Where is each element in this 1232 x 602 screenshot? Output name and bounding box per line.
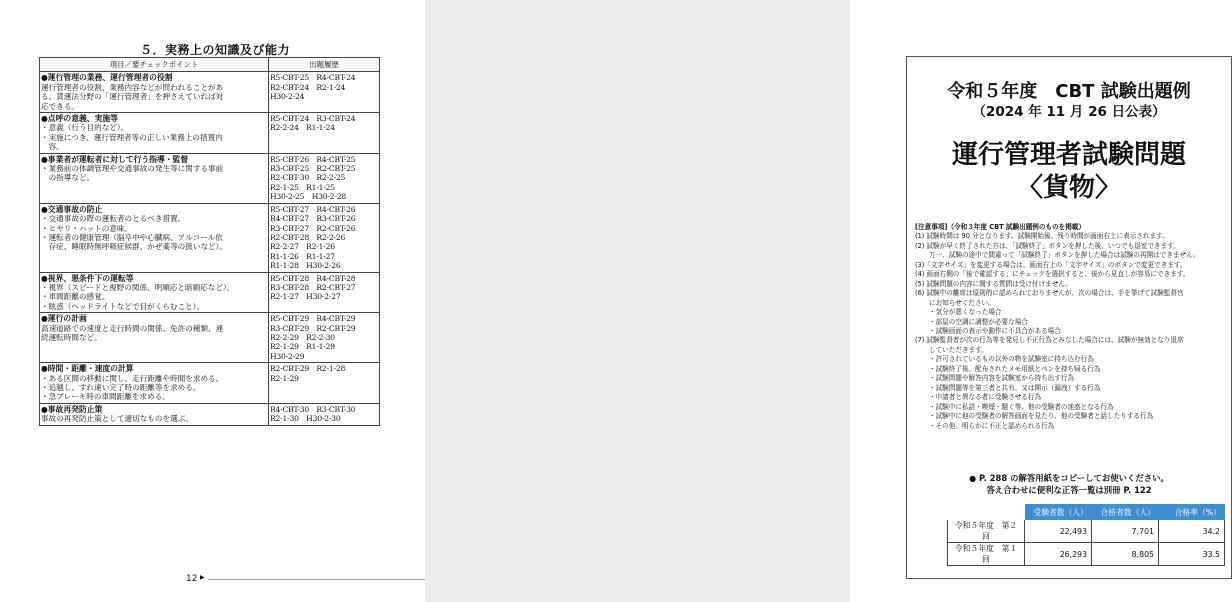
exam-history-line: R3-CBT-25 R2-CBT-25 [270, 164, 356, 174]
exam-history-line: R2-CBT-24 R2-1-24 [270, 82, 346, 92]
item-cell [40, 113, 269, 154]
right-page [425, 0, 1221, 602]
stats-passers: 8,805 [1092, 543, 1159, 566]
section-title: ５．実務上の知識及び能力 [140, 43, 291, 57]
exam-history-line: R2-CBT-28 R2-2-26 [270, 232, 346, 242]
note-bullet-item: ・試験問題や解答内容を試験室から持ち出す行為 [929, 374, 1075, 383]
category-title: ●時間・距離・速度の計算 [41, 364, 134, 374]
note-item: (1) 試験時間は 90 分となります。試験開始後、残り時間が画面右上に表示されます。 [915, 232, 1169, 241]
cover-box [906, 56, 1232, 579]
item-cell [40, 313, 269, 363]
note-item: 万一、試験の途中で間違って「試験終了」ボタンを押した場合は試験の再開はできません。 [929, 251, 1200, 260]
history-cell [269, 203, 380, 272]
stats-header-rate: 合格率（%） [1159, 505, 1225, 520]
item-cell [40, 72, 269, 113]
checkpoint-line: ・眩惑（ヘッドライトなどで目がくらむこと）。 [41, 301, 205, 311]
exam-history-line: R1-1-26 R1-1-27 [270, 251, 335, 261]
note-bullet-item: ・許可されているもの以外の物を試験室に持ち込む行為 [929, 355, 1094, 364]
table-row [40, 363, 380, 404]
category-title: ●視界、悪条件下の運転等 [41, 273, 134, 283]
note-item: (4) 画面右側の「後で確認する」にチェックを選択すると、後から見直しが容易にできます。 [915, 270, 1190, 279]
exam-history-line: R2-1-25 R1-1-25 [270, 182, 335, 192]
category-title: ●運行管理の業務、運行管理者の役割 [41, 73, 173, 83]
stats-examinees: 22,493 [1025, 520, 1092, 543]
note-bullet-item: ・部屋の空調に調整が必要な場合 [929, 317, 1028, 326]
exam-history-line: R5-CBT-28 R4-CBT-28 [270, 273, 356, 283]
page-arrow-icon: ▶ [200, 574, 205, 581]
checkpoint-line: 高速道路での速度と走行時間の関係、免許の種類、連 [41, 323, 224, 333]
exam-history-line: R2-2-24 R1-1-24 [270, 123, 335, 133]
item-cell [40, 272, 269, 313]
note-item: (3)「文字サイズ」を変更する場合は、画面右上の「文字サイズ」のボタンで変更できます。 [915, 260, 1187, 269]
history-cell [269, 272, 380, 313]
main-title-line2: 〈貨物〉 [1016, 173, 1121, 203]
copy-note [907, 473, 1231, 495]
table-row [40, 113, 380, 154]
stats-header-examinees: 受験者数（人） [1025, 505, 1092, 520]
stats-passers: 7,701 [1092, 520, 1159, 543]
exam-history-line: R5-CBT-26 R4-CBT-25 [270, 154, 356, 164]
table-row [40, 272, 380, 313]
checkpoint-line: ・急ブレーキ時の車間距離を求める。 [41, 392, 170, 402]
exam-history-line: R5-CBT-29 R4-CBT-29 [270, 314, 356, 324]
table-row [40, 72, 380, 113]
history-cell [269, 403, 380, 425]
checkpoint-line: ・視界（スピードと視野の関係、明順応と暗順応など）。 [41, 282, 235, 292]
note-bullet-item: ・試験問題等を第三者と共有、又は開示（漏洩）する行為 [929, 383, 1101, 392]
cover-title: 令和５年度 CBT 試験出題例 [947, 81, 1191, 102]
exam-history-line: R2-CBT-29 R2-1-28 [270, 364, 346, 374]
stats-row-label: 令和５年度 第１回 [948, 543, 1025, 566]
checkpoint-line: ・ヒヤリ・ハットの意味。 [41, 223, 133, 233]
table-row [40, 313, 380, 363]
stats-row [948, 543, 1225, 566]
checkpoint-line: 応できる。 [41, 101, 79, 111]
note-bullet-item: ・申請者と異なる者に受験させる行為 [929, 393, 1042, 402]
checkpoint-line: ・車間距離の感覚。 [41, 292, 110, 302]
history-cell [269, 113, 380, 154]
note-item: (5) 試験問題の内容に関する質問は受け付けません。 [915, 279, 1072, 288]
cover-subtitle: （2024 年 11 月 26 日公表） [972, 104, 1166, 120]
copy-note-line1: P. 288 の解答用紙をコピーしてお使いください。 [979, 473, 1169, 483]
exam-history-line: H30-2-25 H30-2-28 [270, 192, 347, 202]
category-title: ●事業者が運転者に対して行う指導・監督 [41, 154, 189, 164]
stats-header-passers: 合格者数（人） [1092, 505, 1159, 520]
table-row [40, 403, 380, 425]
item-column-header: 項目／要チェックポイント [40, 58, 269, 72]
checkpoint-line: の指導など。 [41, 173, 95, 183]
history-cell [269, 313, 380, 363]
footer-rule [208, 579, 425, 580]
note-item: (6) 試験中の離席は原則的に認められておりませんが、次の場合は、手を挙げて試験監督官 [915, 289, 1184, 298]
note-item: (2) 試験が早く終了された方は、「試験終了」ボタンを押した後、いつでも退室できます。 [915, 241, 1180, 250]
checkpoint-line: ・ある区間の移動に関し、走行距離や時間を求める。 [41, 373, 224, 383]
category-title: ●点呼の意義、実施等 [41, 114, 118, 124]
category-title: ●交通事故の防止 [41, 204, 103, 214]
stats-row-label: 令和５年度 第２回 [948, 520, 1025, 543]
main-title-line1: 運行管理者試験問題 [951, 140, 1186, 170]
exam-history-line: R2-2-27 R2-1-26 [270, 242, 335, 252]
table-row [40, 203, 380, 272]
history-column-header: 出題履歴 [269, 58, 380, 72]
copy-note-line2: 答え合わせに便利な正答一覧は別冊 P. 122 [986, 484, 1152, 495]
history-cell [269, 72, 380, 113]
stats-rate: 34.2 [1159, 520, 1225, 543]
copy-note-bullet-icon: ● [969, 474, 977, 483]
stats-row [948, 520, 1225, 543]
note-bullet-item: ・試験画面の表示や動作に不具合がある場合 [929, 326, 1061, 335]
note-bullet-item: ・試験中に私語・喫煙・騒ぐ等、他の受験者の迷惑となる行為 [929, 402, 1114, 411]
exam-history-line: R1-1-28 H30-2-26 [270, 261, 341, 271]
checkpoint-line: 運行管理者の役割、業務内容などが問われることがあ [41, 82, 224, 92]
exam-history-line: R3-CBT-27 R2-CBT-26 [270, 223, 356, 233]
note-bullet-item: ・試験終了後、配布されたメモ用紙とペンを持ち帰る行為 [929, 364, 1101, 373]
category-title: ●運行の計画 [41, 314, 87, 324]
checkpoint-line: 事故の再発防止策として適切なものを選ぶ。 [41, 414, 194, 424]
item-cell [40, 363, 269, 404]
exam-history-line: H30-2-24 [270, 92, 305, 102]
checkpoint-line: ・運転者の健康管理（脳卒中や心臓病、アルコール依 [41, 232, 223, 242]
exam-history-line: R2-1-27 H30-2-27 [270, 292, 341, 302]
exam-history-line: R2-CBT-30 R2-2-25 [270, 173, 346, 183]
note-item: にお知らせください。 [929, 298, 995, 307]
note-bullet-item: ・試験中に他の受験者の解答画面を見たり、他の受験者と話したりする行為 [929, 412, 1154, 421]
cover-main-title [907, 139, 1231, 205]
item-cell [40, 153, 269, 203]
note-item: (7) 試験監督者が次の行為等を発見し不正行為とみなした場合には、試験が無効となり退席 [915, 336, 1184, 345]
exam-history-line: R3-CBT-29 R2-CBT-29 [270, 323, 356, 333]
exam-history-line: R5-CBT-27 R4-CBT-26 [270, 204, 356, 214]
notes-heading: [注意事項]（令和３年度 CBT 試験出題例のものを掲載） [915, 223, 1086, 231]
item-cell [40, 403, 269, 425]
table-row [40, 153, 380, 203]
note-item: していただきます。 [929, 345, 988, 354]
exam-history-line: R3-CBT-28 R2-CBT-27 [270, 282, 356, 292]
note-bullet-item: ・気分が悪くなった場合 [929, 308, 1002, 317]
history-cell [269, 363, 380, 404]
checkpoint-line: ・意義（行う目的など）。 [41, 123, 129, 133]
stats-table [947, 504, 1225, 566]
left-page [0, 0, 425, 602]
exam-history-line: R5-CBT-25 R4-CBT-24 [270, 73, 356, 83]
exam-history-line: R2-2-29 R2-2-30 [270, 332, 335, 342]
exam-history-line: R2-1-29 [270, 373, 299, 383]
checkpoint-line: 続運転時間など。 [41, 332, 102, 342]
stats-rate: 33.5 [1159, 543, 1225, 566]
checkpoint-line: ・交通事故の際の運転者のとるべき措置。 [41, 214, 186, 224]
note-bullet-item: ・その他、明らかに不正と認められる行為 [929, 421, 1055, 430]
exam-history-line: R5-CBT-24 R3-CBT-24 [270, 114, 356, 124]
notes [915, 223, 1227, 431]
exam-history-line: R4-CBT-30 R3-CBT-30 [270, 404, 356, 414]
checkpoint-line: 存症、睡眠時無呼吸症候群、かぜ薬等の扱いなど）。 [41, 242, 228, 252]
exam-history-line: R2-1-29 R1-1-29 [270, 342, 335, 352]
item-cell [40, 203, 269, 272]
exam-history-line: R2-1-30 H30-2-30 [270, 414, 341, 424]
exam-history-line: H30-2-29 [270, 351, 305, 361]
checkpoint-line: る。貨運法分野の「運行管理者」を押さえていれば対 [41, 92, 224, 102]
stats-examinees: 26,293 [1025, 543, 1092, 566]
stats-corner [948, 505, 1025, 520]
checkpoint-line: ・業務前の体調管理や交通事故の発生等に関する事前 [41, 164, 224, 174]
history-cell [269, 153, 380, 203]
exam-history-line: R4-CBT-27 R3-CBT-26 [270, 214, 356, 224]
category-title: ●事故再発防止策 [41, 404, 103, 414]
knowledge-table [39, 57, 380, 426]
checkpoint-line: ・追越し、すれ違い完了時の距離等を求める。 [41, 383, 201, 392]
page-number: 12 [186, 574, 198, 584]
checkpoint-line: ・実施につき、運行管理者等の正しい業務上の措置内 [41, 132, 223, 142]
checkpoint-line: 容。 [41, 142, 64, 152]
